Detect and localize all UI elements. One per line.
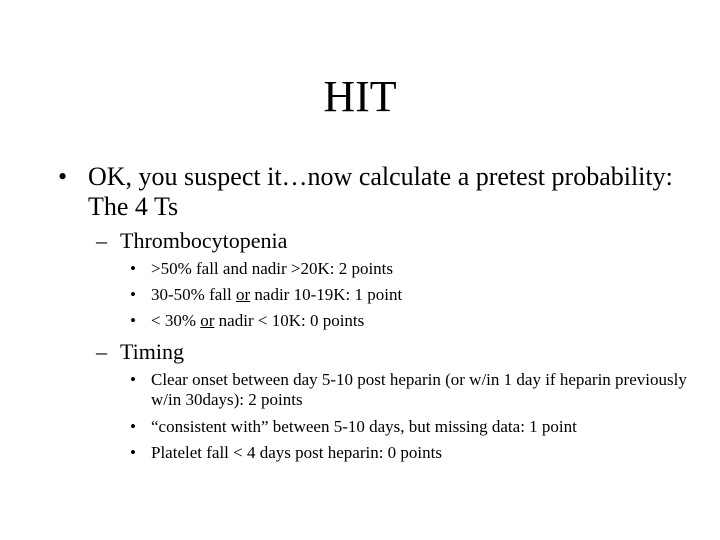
bullet-icon: • <box>130 370 136 389</box>
list-item <box>130 311 690 331</box>
list-item <box>130 259 690 279</box>
dash-icon: – <box>96 228 107 253</box>
section-heading: Timing <box>120 339 185 364</box>
section-timing <box>96 339 676 365</box>
bullet-icon: • <box>130 443 136 462</box>
list-item <box>130 443 690 463</box>
list-item-text: >50% fall and nadir >20K: 2 points <box>151 259 394 278</box>
bullet-icon: • <box>130 311 136 330</box>
list-item-text: < 30% or nadir < 10K: 0 points <box>151 311 365 330</box>
list-item-text: Clear onset between day 5-10 post heparin (or w/in 1 day if heparin previously w/in 30days): 2 points <box>151 370 687 409</box>
list-item-text: “consistent with” between 5-10 days, but missing data: 1 point <box>151 417 577 436</box>
dash-icon: – <box>96 339 107 364</box>
section-thrombocytopenia <box>96 228 676 254</box>
bullet-icon: • <box>130 285 136 304</box>
section-heading: Thrombocytopenia <box>120 228 288 253</box>
list-item-text: 30-50% fall or nadir 10-19K: 1 point <box>151 285 403 304</box>
list-item <box>130 370 690 410</box>
slide-title: HIT <box>323 72 397 121</box>
bullet-icon: • <box>130 259 136 278</box>
bullet-icon: • <box>58 162 68 191</box>
main-bullet-text: OK, you suspect it…now calculate a pretest probability: The 4 Ts <box>88 162 673 221</box>
list-item-text: Platelet fall < 4 days post heparin: 0 points <box>151 443 442 462</box>
main-bullet <box>58 162 678 222</box>
bullet-icon: • <box>130 417 136 436</box>
list-item <box>130 285 690 305</box>
list-item <box>130 417 690 437</box>
